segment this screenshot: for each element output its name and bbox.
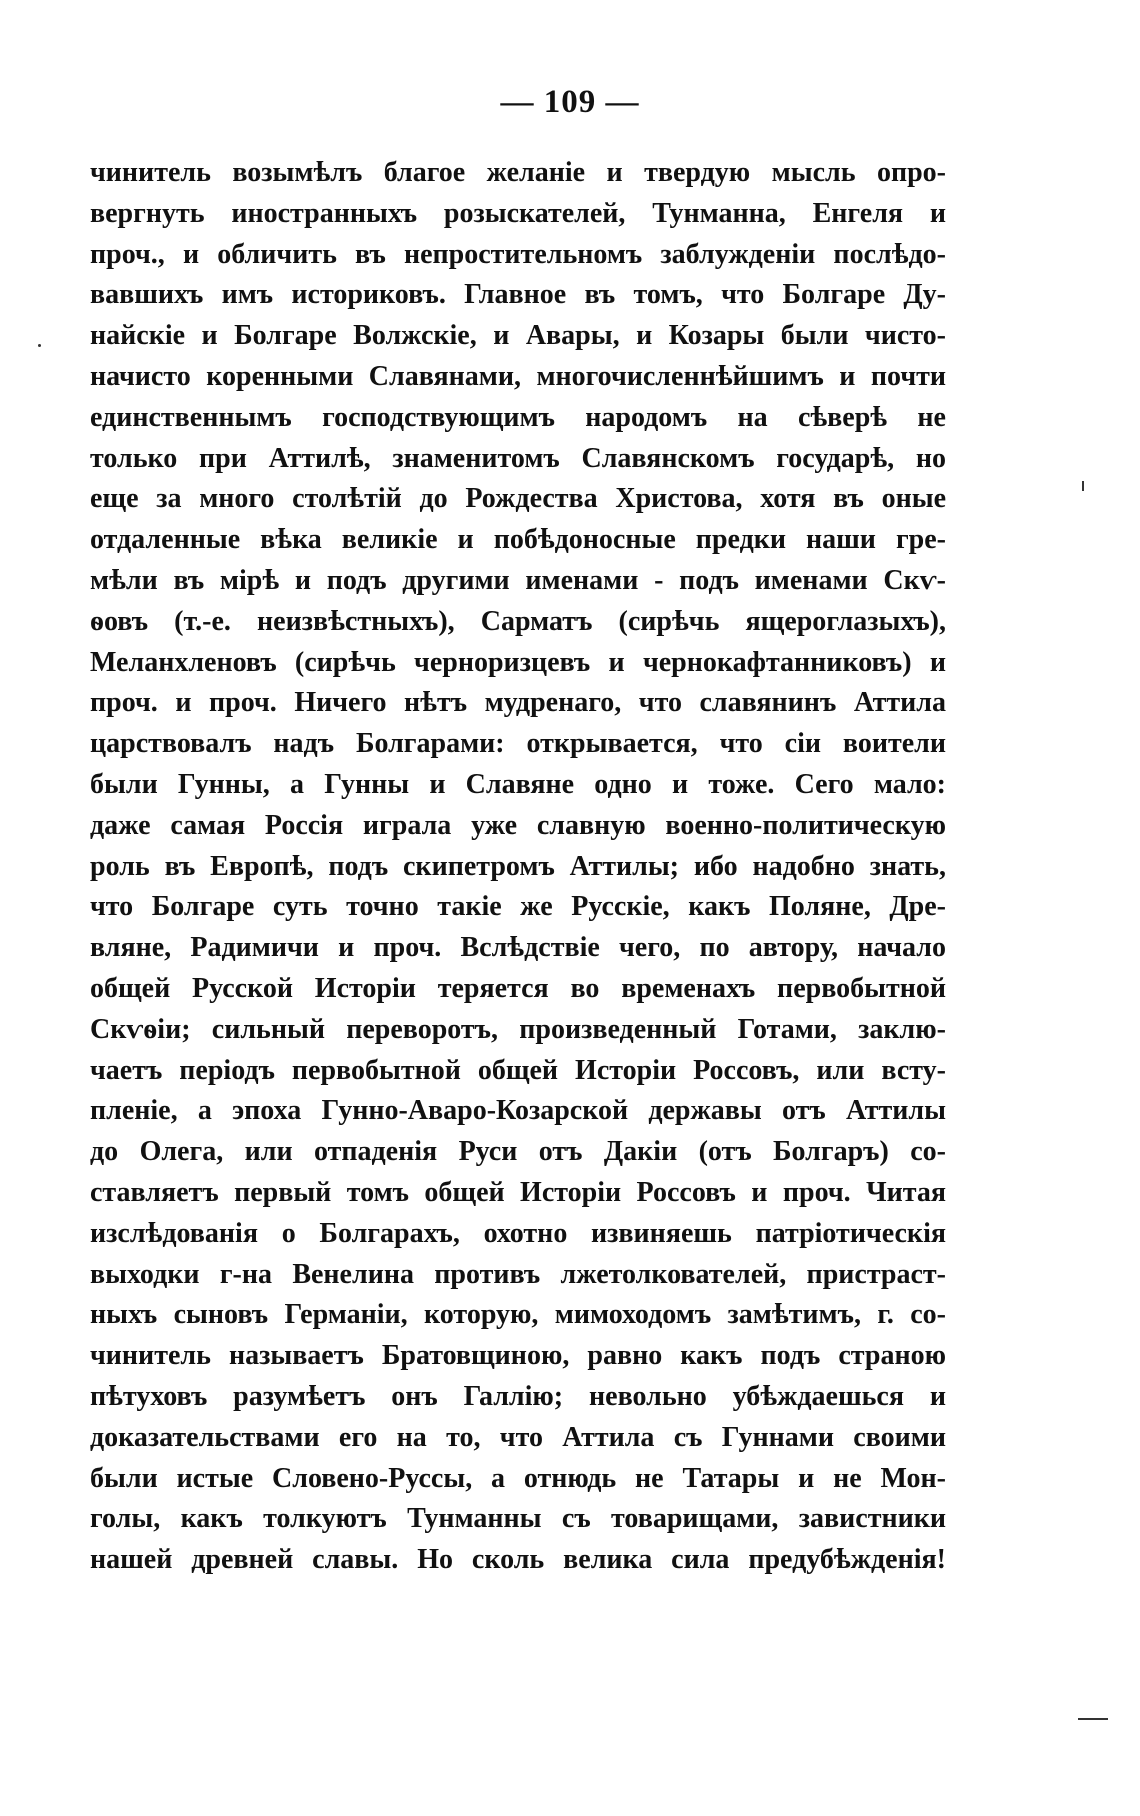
text-line: пѣтуховъ разумѣетъ онъ Галлію; невольно убѣждаешься и (90, 1380, 946, 1412)
scan-tick-mark (1082, 481, 1084, 491)
text-line: изслѣдованія о Болгарахъ, охотно извиняешь патріотическія (90, 1217, 946, 1249)
scan-dash-mark (1078, 1718, 1108, 1720)
text-line: чаетъ періодъ первобытной общей Исторіи Россовъ, или всту- (90, 1054, 946, 1086)
text-line: Меланхленовъ (сирѣчь черноризцевъ и чернокафтанниковъ) и (90, 646, 946, 678)
text-line: общей Русской Исторіи теряется во временахъ первобытной (90, 972, 946, 1004)
text-line: проч., и обличить въ непростительномъ заблужденіи послѣдо- (90, 238, 946, 270)
text-line: начисто коренными Славянами, многочисленнѣйшимъ и почти (90, 360, 946, 392)
text-line: отдаленные вѣка великіе и побѣдоносные предки наши гре- (90, 524, 946, 556)
text-line: роль въ Европѣ, подъ скипетромъ Аттилы; ибо надобно знать, (90, 850, 946, 882)
text-line: царствовалъ надъ Болгарами: открывается, что сіи воители (90, 728, 946, 760)
text-line: до Олега, или отпаденія Руси отъ Дакіи (отъ Болгаръ) со- (90, 1136, 946, 1168)
text-line: единственнымъ господствующимъ народомъ на сѣверѣ не (90, 401, 946, 433)
text-line: проч. и проч. Ничего нѣтъ мудренаго, что славянинъ Аттила (90, 687, 946, 719)
text-line: вляне, Радимичи и проч. Вслѣдствіе чего, по автору, начало (90, 932, 946, 964)
text-line: вавшихъ имъ историковъ. Главное въ томъ, что Болгаре Ду- (90, 279, 946, 311)
text-line: что Болгаре суть точно такіе же Русскіе, какъ Поляне, Дре- (90, 891, 946, 923)
text-line: ставляетъ первый томъ общей Исторіи Россовъ и проч. Читая (90, 1176, 946, 1208)
text-line: мѣли въ мірѣ и подъ другими именами - подъ именами Скѵ- (90, 564, 946, 596)
body-text (90, 153, 946, 1581)
text-line: пленіе, а эпоха Гунно-Аваро-Козарской державы отъ Аттилы (90, 1095, 946, 1127)
text-line: ѳовъ (т.-е. неизвѣстныхъ), Сарматъ (сирѣчь ящероглазыхъ), (90, 605, 946, 637)
text-line: даже самая Россія играла уже славную военно-политическую (90, 809, 946, 841)
scan-speck-mark (38, 344, 41, 347)
text-line: найскіе и Болгаре Волжскіе, и Авары, и Козары были чисто- (90, 320, 946, 352)
text-line: ныхъ сыновъ Германіи, которую, мимоходомъ замѣтимъ, г. со- (90, 1299, 946, 1331)
text-line: еще за много столѣтій до Рождества Христова, хотя въ оные (90, 483, 946, 515)
text-line: доказательствами его на то, что Аттила съ Гуннами своими (90, 1421, 946, 1453)
text-line: чинитель называетъ Братовщиною, равно какъ подъ страною (90, 1340, 946, 1372)
page-number: — 109 — (500, 84, 640, 120)
text-line: чинитель возымѣлъ благое желаніе и твердую мысль опро- (90, 157, 946, 188)
text-line: Скѵѳіи; сильный переворотъ, произведенный Готами, заклю- (90, 1013, 946, 1045)
text-line: вергнуть иностранныхъ розыскателей, Тунманна, Енгеля и (90, 197, 946, 229)
text-line: нашей древней славы. Но сколь велика сила предубѣжденія! (90, 1544, 946, 1576)
text-line: только при Аттилѣ, знаменитомъ Славянскомъ государѣ, но (90, 442, 946, 474)
text-line: выходки г-на Венелина противъ лжетолкователей, пристраст- (90, 1258, 946, 1290)
text-line: были истые Словено-Руссы, а отнюдь не Татары и не Мон- (90, 1462, 946, 1494)
text-line: голы, какъ толкуютъ Тунманны съ товарищами, завистники (90, 1503, 946, 1535)
text-line: были Гунны, а Гунны и Славяне одно и тоже. Сего мало: (90, 768, 946, 800)
